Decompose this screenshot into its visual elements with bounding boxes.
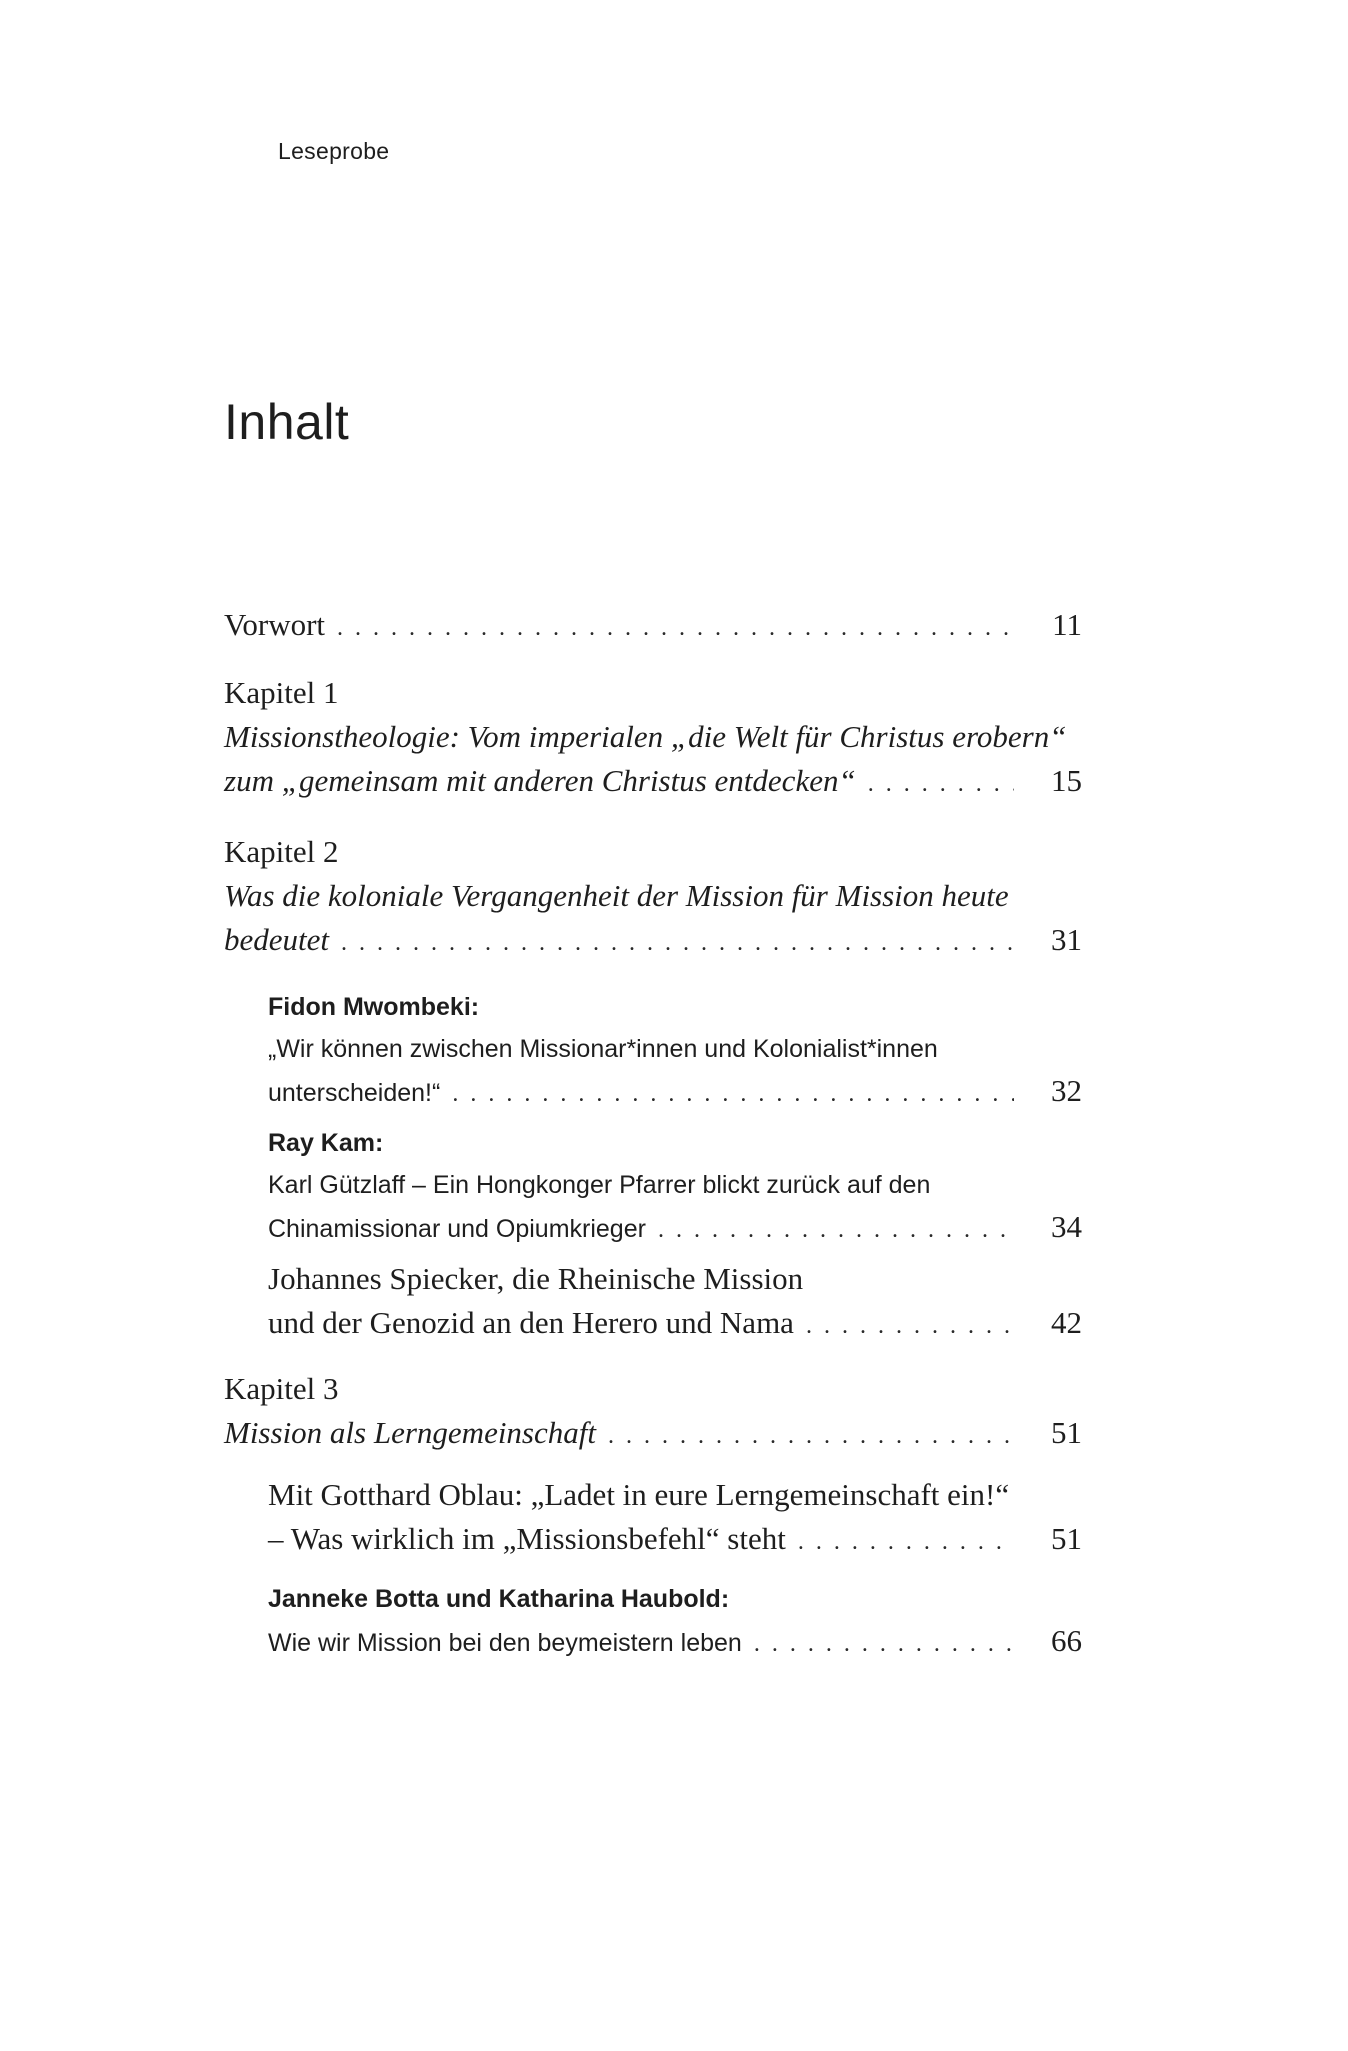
chapter-title-line: zum „gemeinsam mit anderen Christus entdecken“ [224, 763, 856, 798]
header-label: Leseprobe [278, 138, 390, 164]
dot-leader [798, 1523, 1014, 1561]
chapter-title-line[interactable]: Was die koloniale Vergangenheit der Mission für Mission heute [224, 878, 1009, 913]
chapter-title-line: Mission als Lerngemeinschaft [224, 1415, 596, 1450]
subentry-title-line[interactable]: „Wir können zwischen Missionar*innen und Kolonialist*innen [268, 1035, 938, 1063]
subentry-title-line: unterscheiden!“ [268, 1079, 441, 1107]
toc-page-number: 34 [1051, 1209, 1082, 1244]
toc-subentry-mwombeki[interactable] [268, 1074, 1082, 1111]
dot-leader [608, 1417, 1014, 1455]
subentry-author: Fidon Mwombeki: [268, 993, 480, 1021]
toc-page-number: 32 [1051, 1073, 1082, 1108]
dot-leader [754, 1627, 1014, 1661]
toc-page-number: 31 [1051, 922, 1082, 957]
toc-subentry-oblau[interactable] [268, 1520, 1082, 1561]
dot-leader [452, 1077, 1014, 1111]
subentry-title-line[interactable]: Mit Gotthard Oblau: „Ladet in eure Lerngemeinschaft ein!“ [268, 1477, 1010, 1512]
toc-entry-title: Vorwort [224, 607, 326, 642]
dot-leader [806, 1307, 1014, 1345]
chapter-label: Kapitel 2 [224, 834, 339, 869]
chapter-label: Kapitel 1 [224, 675, 339, 710]
toc-page-number: 66 [1051, 1623, 1082, 1658]
subentry-title-line: Chinamissionar und Opiumkrieger [268, 1215, 646, 1243]
subentry-title-line: und der Genozid an den Herero und Nama [268, 1305, 794, 1340]
toc-page-number: 51 [1051, 1521, 1082, 1556]
toc-entry-kapitel-1[interactable] [224, 762, 1082, 803]
dot-leader [868, 765, 1014, 803]
toc-entry-kapitel-3[interactable] [224, 1414, 1082, 1455]
subentry-author: Janneke Botta und Katharina Haubold: [268, 1585, 730, 1613]
subentry-title-line[interactable]: Johannes Spiecker, die Rheinische Mission [268, 1261, 804, 1296]
toc-page-number: 51 [1051, 1415, 1082, 1450]
subentry-title-line: – Was wirklich im „Missionsbefehl“ steht [268, 1521, 786, 1556]
toc-page-number: 42 [1051, 1305, 1082, 1340]
page-title: Inhalt [224, 394, 350, 450]
toc-subentry-spiecker[interactable] [268, 1304, 1082, 1345]
chapter-label: Kapitel 3 [224, 1371, 339, 1406]
dot-leader [658, 1213, 1014, 1247]
toc-page-number: 15 [1051, 763, 1082, 798]
chapter-title-line[interactable]: Missionstheologie: Vom imperialen „die Welt für Christus erobern“ [224, 719, 1067, 754]
dot-leader [341, 924, 1014, 962]
toc-subentry-kam[interactable] [268, 1210, 1082, 1247]
subentry-title-line[interactable]: Karl Gützlaff – Ein Hongkonger Pfarrer blickt zurück auf den [268, 1171, 931, 1199]
subentry-author: Ray Kam: [268, 1129, 384, 1157]
chapter-title-line: bedeutet [224, 922, 330, 957]
toc-entry-kapitel-2[interactable] [224, 921, 1082, 962]
dot-leader [337, 609, 1014, 647]
subentry-title-line: Wie wir Mission bei den beymeistern leben [268, 1629, 742, 1657]
toc-subentry-botta-haubold[interactable] [268, 1624, 1082, 1661]
toc-entry-vorwort[interactable] [224, 606, 1082, 647]
toc-page-number: 11 [1052, 607, 1082, 642]
